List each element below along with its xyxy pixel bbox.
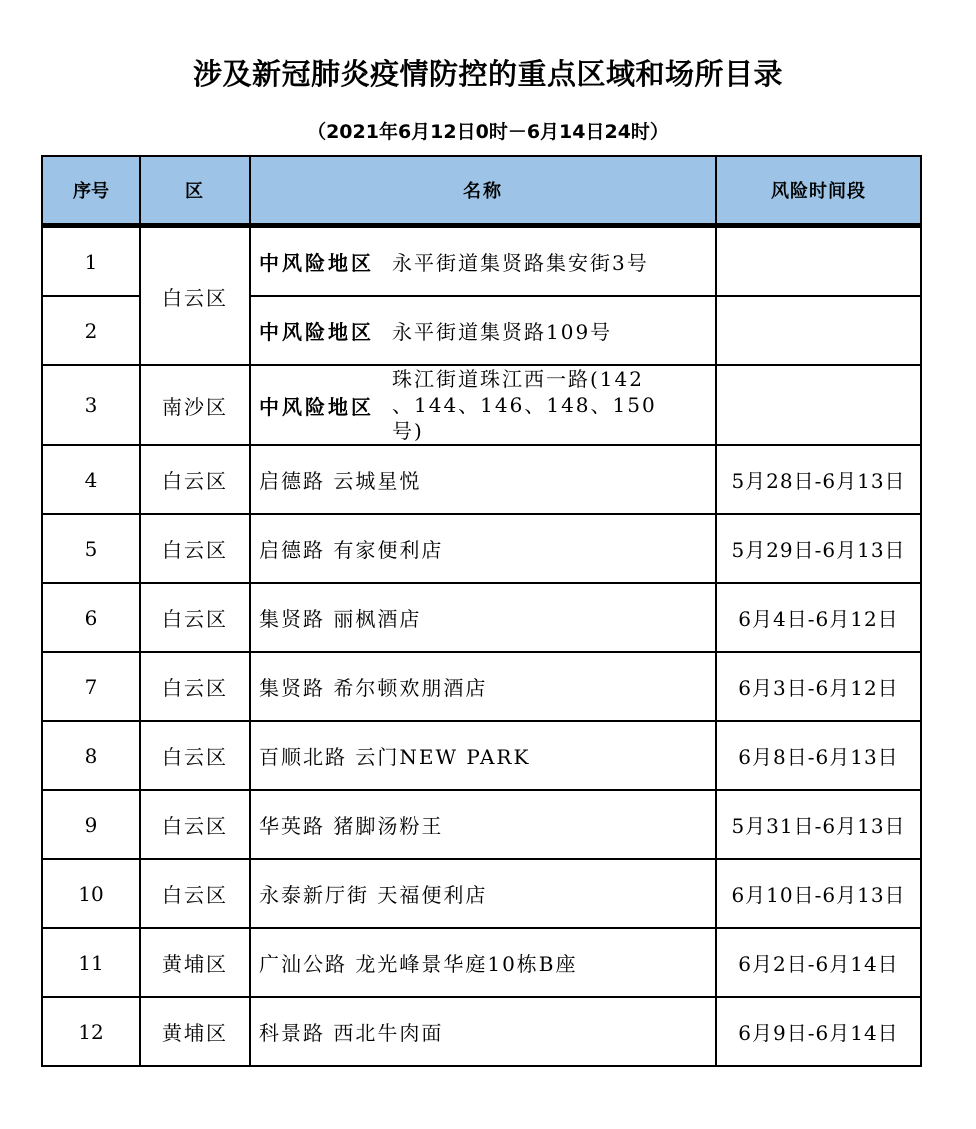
row-name xyxy=(250,365,716,445)
risk-address xyxy=(392,366,682,444)
row-period xyxy=(716,296,921,365)
header-no: 序号 xyxy=(42,156,140,226)
header-name: 名称 xyxy=(250,156,716,226)
row-no: 12 xyxy=(42,997,140,1066)
risk-level-label: 中风险地区 xyxy=(259,251,374,275)
row-district: 白云区 xyxy=(140,859,250,928)
row-period: 6月10日-6月13日 xyxy=(716,859,921,928)
row-district: 白云区 xyxy=(140,514,250,583)
row-period: 5月29日-6月13日 xyxy=(716,514,921,583)
risk-address-line1: 珠江街道珠江西一路(142 xyxy=(392,367,644,391)
table-row xyxy=(42,721,921,790)
risk-address-line2: 、144、146、148、150号) xyxy=(392,393,657,443)
header-district: 区 xyxy=(140,156,250,226)
row-no: 3 xyxy=(42,365,140,445)
row-district: 白云区 xyxy=(140,721,250,790)
row-name: 启德路 云城星悦 xyxy=(250,445,716,514)
row-district: 黄埔区 xyxy=(140,928,250,997)
row-no: 2 xyxy=(42,296,140,365)
header-period: 风险时间段 xyxy=(716,156,921,226)
row-name: 百顺北路 云门NEW PARK xyxy=(250,721,716,790)
page-title: 涉及新冠肺炎疫情防控的重点区域和场所目录 xyxy=(192,57,783,91)
page-subtitle: （2021年6月12日0时－6月14日24时） xyxy=(307,121,669,143)
table-row xyxy=(42,859,921,928)
row-name: 永泰新厅街 天福便利店 xyxy=(250,859,716,928)
table-row xyxy=(42,652,921,721)
table-row xyxy=(42,365,921,445)
row-no: 9 xyxy=(42,790,140,859)
row-district: 白云区 xyxy=(140,445,250,514)
table-row xyxy=(42,997,921,1066)
row-period xyxy=(716,226,921,297)
row-period: 6月4日-6月12日 xyxy=(716,583,921,652)
table-row xyxy=(42,790,921,859)
row-name xyxy=(250,226,716,297)
row-name xyxy=(250,296,716,365)
row-period xyxy=(716,365,921,445)
row-district: 白云区 xyxy=(140,652,250,721)
row-name: 集贤路 希尔顿欢朋酒店 xyxy=(250,652,716,721)
row-district: 南沙区 xyxy=(140,365,250,445)
row-name: 科景路 西北牛肉面 xyxy=(250,997,716,1066)
row-no: 7 xyxy=(42,652,140,721)
row-period: 6月8日-6月13日 xyxy=(716,721,921,790)
risk-level-label: 中风险地区 xyxy=(259,394,374,419)
row-name: 华英路 猪脚汤粉王 xyxy=(250,790,716,859)
risk-area-table xyxy=(41,155,922,1067)
row-name: 广汕公路 龙光峰景华庭10栋B座 xyxy=(250,928,716,997)
row-name: 集贤路 丽枫酒店 xyxy=(250,583,716,652)
table-header-row xyxy=(42,156,921,226)
row-district: 白云区 xyxy=(140,583,250,652)
table-row xyxy=(42,226,921,297)
row-period: 6月9日-6月14日 xyxy=(716,997,921,1066)
row-no: 6 xyxy=(42,583,140,652)
risk-level-label: 中风险地区 xyxy=(259,320,374,344)
row-period: 6月3日-6月12日 xyxy=(716,652,921,721)
row-period: 5月31日-6月13日 xyxy=(716,790,921,859)
table-row xyxy=(42,514,921,583)
row-no: 11 xyxy=(42,928,140,997)
row-period: 6月2日-6月14日 xyxy=(716,928,921,997)
table-row xyxy=(42,445,921,514)
table-row xyxy=(42,583,921,652)
row-no: 10 xyxy=(42,859,140,928)
risk-address: 永平街道集贤路109号 xyxy=(392,320,613,344)
row-district: 黄埔区 xyxy=(140,997,250,1066)
row-period: 5月28日-6月13日 xyxy=(716,445,921,514)
table-row xyxy=(42,928,921,997)
row-no: 4 xyxy=(42,445,140,514)
row-no: 8 xyxy=(42,721,140,790)
row-no: 1 xyxy=(42,226,140,297)
row-no: 5 xyxy=(42,514,140,583)
row-name: 启德路 有家便利店 xyxy=(250,514,716,583)
row-district: 白云区 xyxy=(140,790,250,859)
row-district-merged: 白云区 xyxy=(140,226,250,366)
risk-address: 永平街道集贤路集安街3号 xyxy=(392,251,649,275)
